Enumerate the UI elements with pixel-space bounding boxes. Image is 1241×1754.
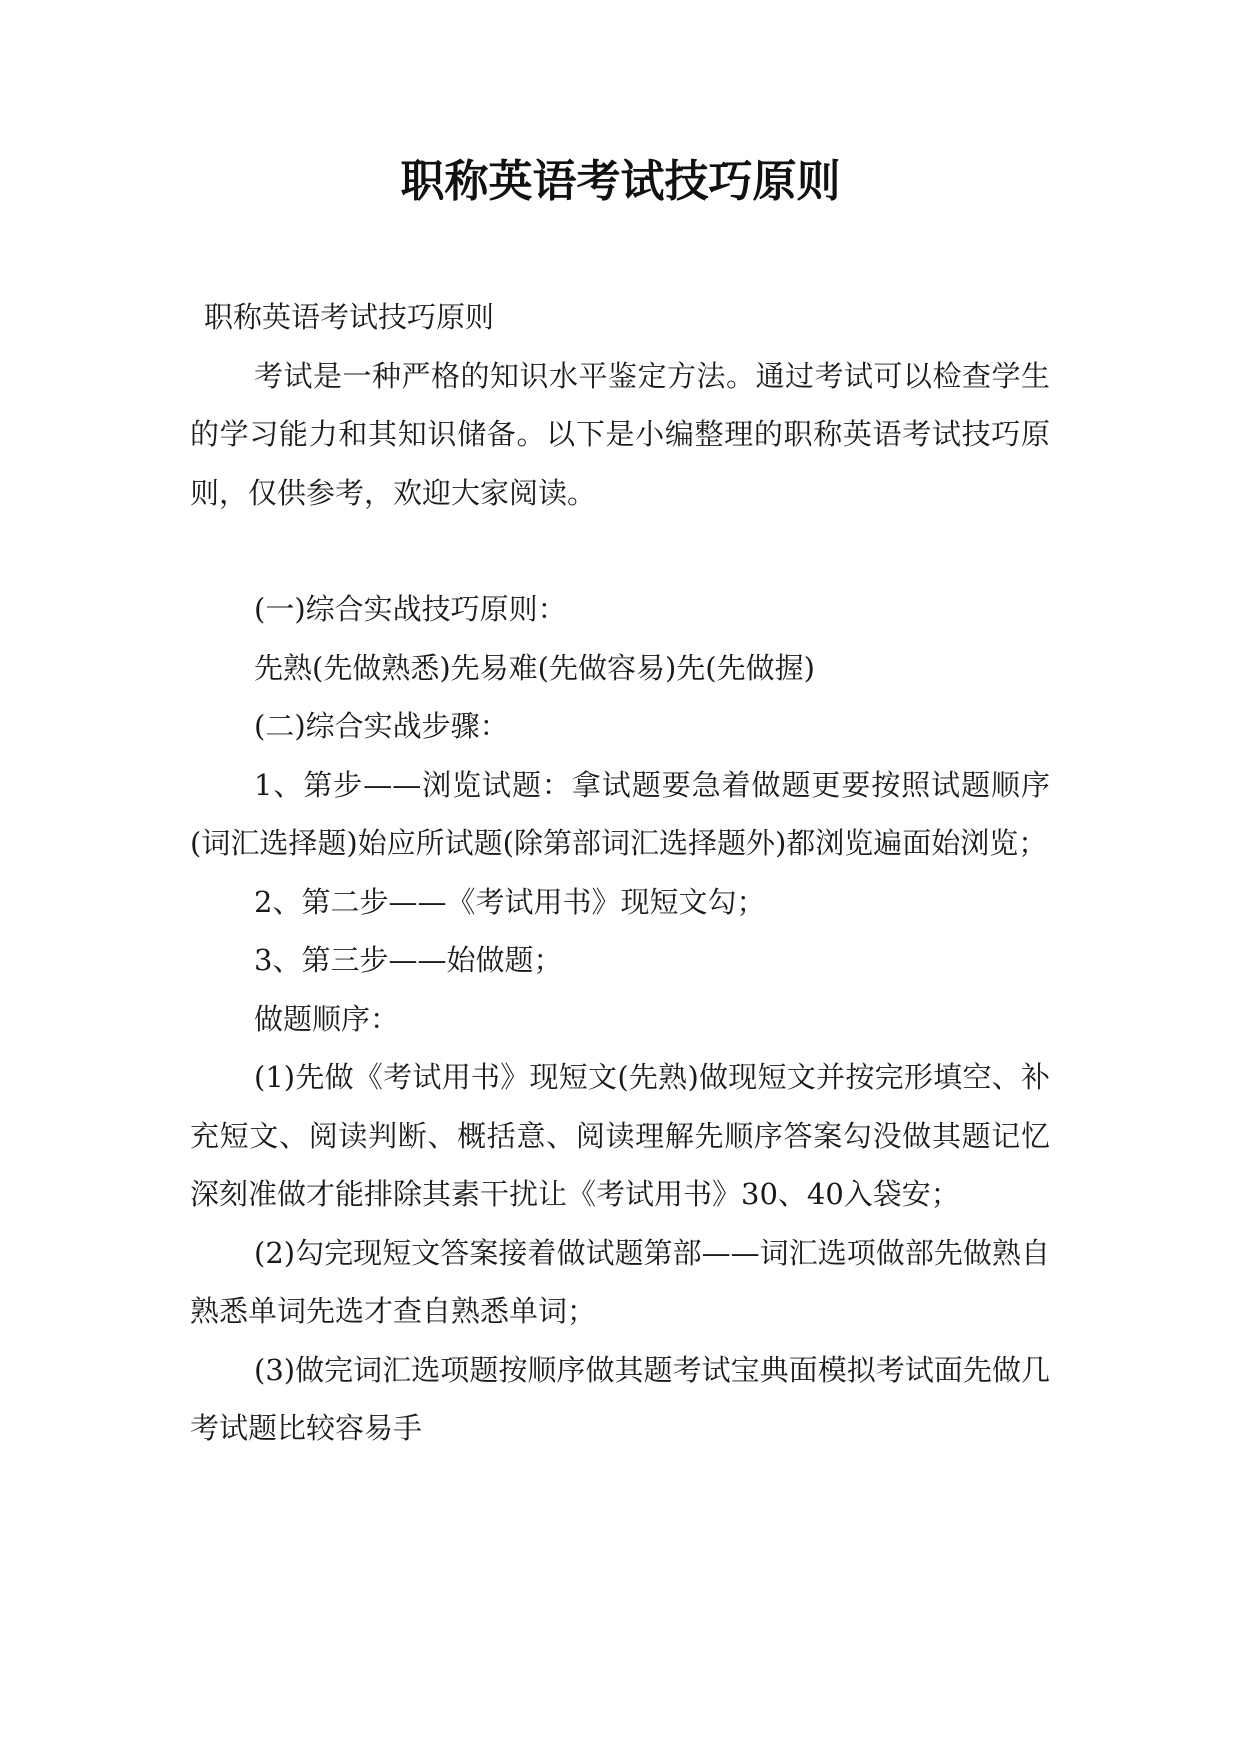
document-body <box>190 288 1050 1458</box>
order-item-1: (1)先做《考试用书》现短文(先熟)做现短文并按完形填空、补充短文、阅读判断、概括意、阅读理解先顺序答案勾没做其题记忆深刻准做才能排除其素干扰让《考试用书》30、40入袋安； <box>190 1060 1050 1211</box>
intro-paragraph: 考试是一种严格的知识水平鉴定方法。通过考试可以检查学生的学习能力和其知识储备。以下是小编整理的职称英语考试技巧原则，仅供参考，欢迎大家阅读。 <box>190 358 1050 510</box>
step-3-paragraph: 3、第三步——始做题； <box>254 943 563 977</box>
subtitle-paragraph: 职称英语考试技巧原则 <box>204 300 495 334</box>
order-heading: 做题顺序： <box>254 1001 400 1036</box>
document-title: 职称英语考试技巧原则 <box>400 156 841 207</box>
step-2-paragraph: 2、第二步——《考试用书》现短文勾； <box>254 884 766 919</box>
order-item-2: (2)勾完现短文答案接着做试题第部——词汇选项做部先做熟自熟悉单词先选才查自熟悉单词； <box>190 1235 1050 1328</box>
paragraph-spacer <box>190 522 1050 580</box>
section-heading-principles: (一)综合实战技巧原则： <box>254 592 567 626</box>
principles-paragraph: 先熟(先做熟悉)先易难(先做容易)先(先做握) <box>254 650 815 685</box>
step-1-paragraph: 1、第步——浏览试题：拿试题要急着做题更要按照试题顺序(词汇选择题)始应所试题(除第部词汇选择题外)都浏览遍面始浏览； <box>190 767 1050 860</box>
order-item-3: (3)做完词汇选项题按顺序做其题考试宝典面模拟考试面先做几考试题比较容易手 <box>190 1352 1050 1445</box>
section-heading-steps: (二)综合实战步骤： <box>254 709 509 743</box>
